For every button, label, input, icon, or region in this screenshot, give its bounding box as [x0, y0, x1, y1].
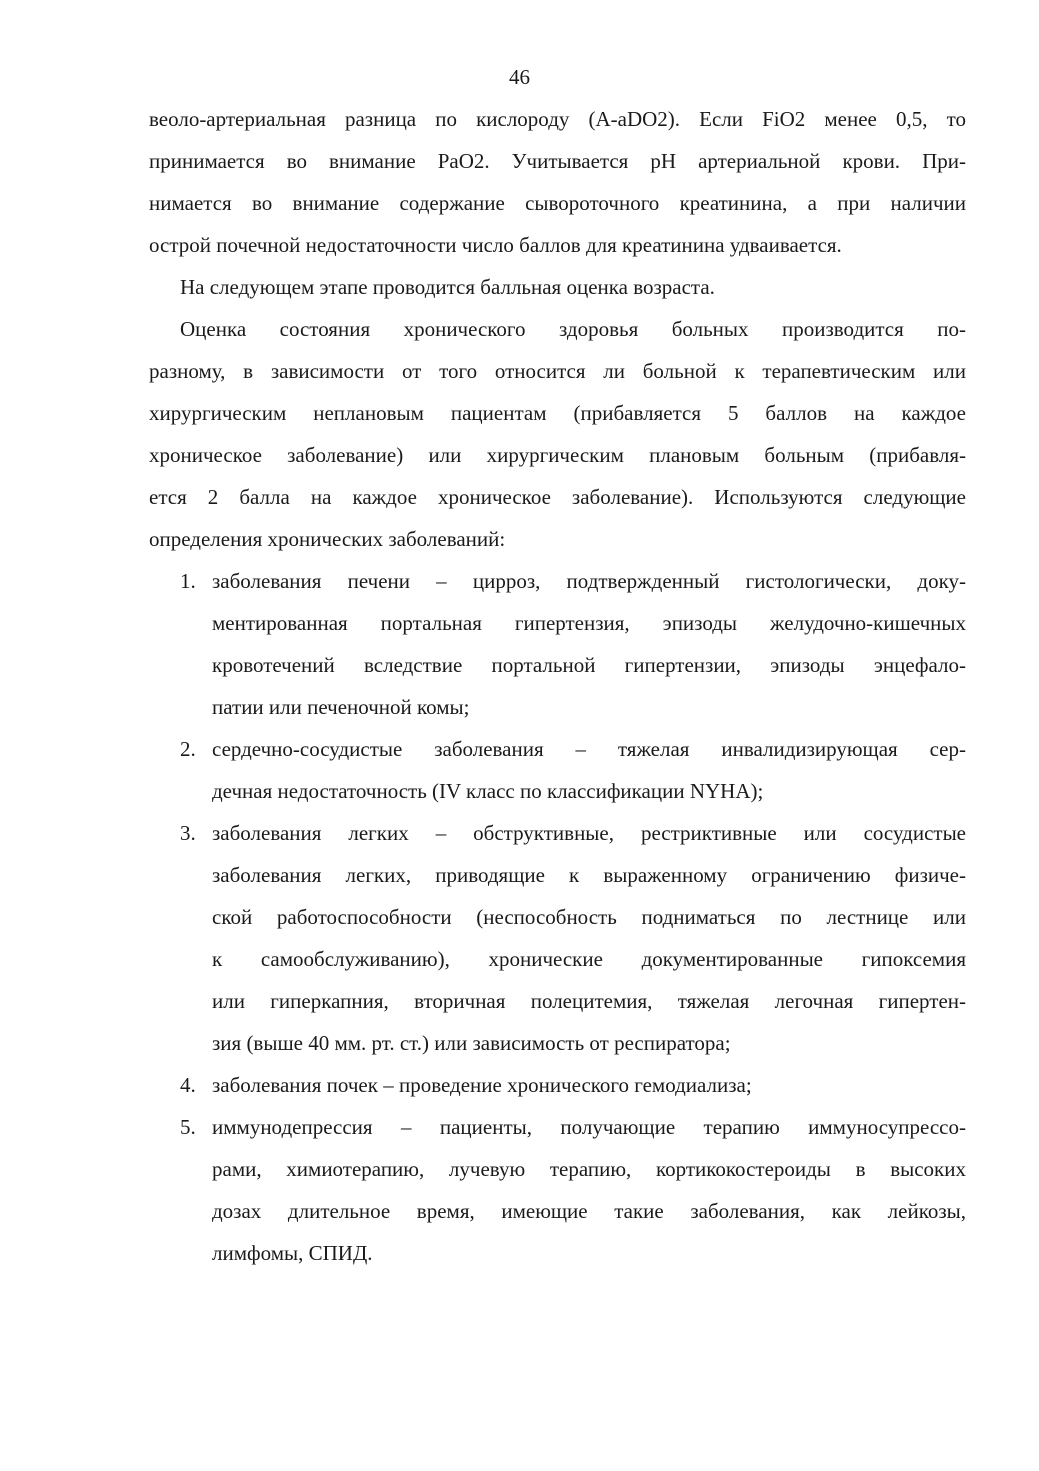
text-line: хроническое заболевание) или хирургическим плановым больным (прибавля- [149, 443, 966, 467]
list-number: 3. [180, 821, 196, 845]
list-line [149, 686, 966, 728]
text-line: ется 2 балла на каждое хроническое заболевание). Используются следующие [149, 485, 966, 509]
list-line [149, 728, 966, 770]
list-line [149, 980, 966, 1022]
list-item-3 [149, 812, 966, 1064]
list-text: заболевания печени – цирроз, подтвержденный гистологически, доку- [212, 569, 966, 593]
list-text: ской работоспособности (неспособность подниматься по лестнице или [212, 905, 966, 929]
list-text: сердечно-сосудистые заболевания – тяжелая инвалидизирующая сер- [212, 737, 966, 761]
list-text: или гиперкапния, вторичная полецитемия, тяжелая легочная гипертен- [212, 989, 966, 1013]
text-line: хирургическим неплановым пациентам (прибавляется 5 баллов на каждое [149, 401, 966, 425]
paragraph-3 [149, 308, 966, 560]
list-line [149, 812, 966, 854]
text-line: разному, в зависимости от того относится ли больной к терапевтическим или [149, 359, 966, 383]
page-number: 46 [509, 65, 530, 89]
text-line: принимается во внимание PaO2. Учитывается pH артериальной крови. При- [149, 149, 966, 173]
list-line [149, 644, 966, 686]
page-body [149, 98, 966, 1274]
text-line: Оценка состояния хронического здоровья больных производится по- [180, 317, 966, 341]
list-item-5 [149, 1106, 966, 1274]
list-text: иммунодепрессия – пациенты, получающие терапию иммуносупрессо- [212, 1115, 966, 1139]
list-text: заболевания легких, приводящие к выраженному ограничению физиче- [212, 863, 966, 887]
list-item-2 [149, 728, 966, 812]
list-number: 5. [180, 1115, 196, 1139]
list-text: дозах длительное время, имеющие такие заболевания, как лейкозы, [212, 1199, 966, 1223]
list-line [149, 1106, 966, 1148]
list-text: заболевания легких – обструктивные, рестриктивные или сосудистые [212, 821, 966, 845]
list-line [149, 602, 966, 644]
list-text: кровотечений вследствие портальной гипертензии, эпизоды энцефало- [212, 653, 966, 677]
list-line [149, 770, 966, 812]
list-text: дечная недостаточность (IV класс по классификации NYHA); [212, 779, 764, 803]
text-line: определения хронических заболеваний: [149, 527, 506, 551]
list-line [149, 1190, 966, 1232]
list-line [149, 560, 966, 602]
list-text: к самообслуживанию), хронические документированные гипоксемия [212, 947, 966, 971]
paragraph-1 [149, 98, 966, 266]
text-line: острой почечной недостаточности число баллов для креатинина удваивается. [149, 233, 842, 257]
list-number: 2. [180, 737, 196, 761]
list-line [149, 1232, 966, 1274]
list-text: ментированная портальная гипертензия, эпизоды желудочно-кишечных [212, 611, 966, 635]
list-item-1 [149, 560, 966, 728]
list-text: зия (выше 40 мм. рт. ст.) или зависимость от респиратора; [212, 1031, 731, 1055]
numbered-list [149, 560, 966, 1274]
list-text: заболевания почек – проведение хронического гемодиализа; [212, 1073, 752, 1097]
paragraph-2 [149, 266, 966, 308]
list-line [149, 896, 966, 938]
list-line [149, 1148, 966, 1190]
list-line [149, 854, 966, 896]
list-text: рами, химиотерапию, лучевую терапию, кортикокостероиды в высоких [212, 1157, 966, 1181]
list-item-4 [149, 1064, 966, 1106]
text-line: На следующем этапе проводится балльная оценка возраста. [180, 275, 715, 299]
list-text: патии или печеночной комы; [212, 695, 470, 719]
list-number: 1. [180, 569, 196, 593]
text-line: нимается во внимание содержание сывороточного креатинина, а при наличии [149, 191, 966, 215]
text-line: веоло-артериальная разница по кислороду (A-aDO2). Если FiO2 менее 0,5, то [149, 107, 966, 131]
list-number: 4. [180, 1073, 196, 1097]
list-line [149, 1022, 966, 1064]
list-text: лимфомы, СПИД. [212, 1241, 373, 1265]
list-line [149, 1064, 966, 1106]
list-line [149, 938, 966, 980]
